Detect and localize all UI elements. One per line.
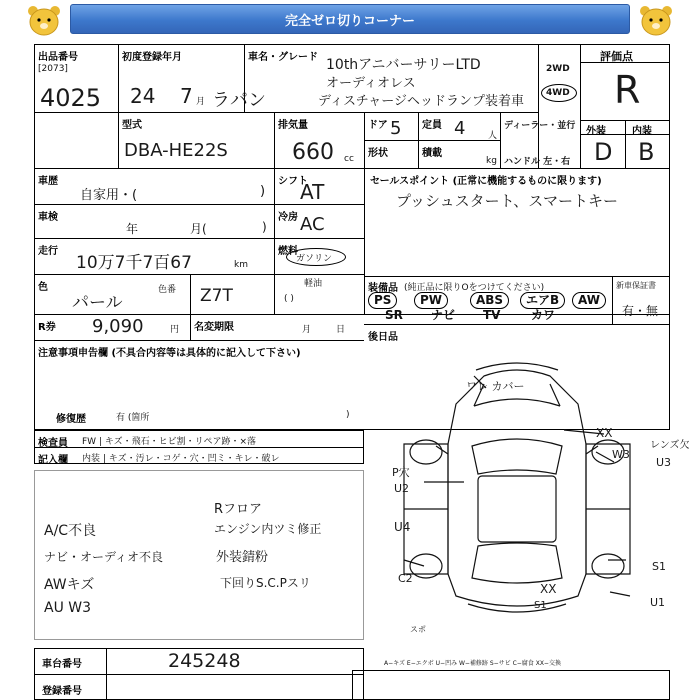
model-name: ラパン — [212, 90, 266, 111]
repair-close: ) — [346, 410, 350, 420]
mark-u2: U2 — [394, 482, 410, 495]
drive-2wd: 2WD — [546, 64, 570, 74]
recycle-label: R券 — [38, 322, 56, 333]
note-bottom: 下回りS.C.Pスリ — [220, 576, 311, 590]
equipment-item-1-4: AW — [572, 292, 606, 309]
registration-label: 初度登録年月 — [122, 52, 182, 63]
registration-month-unit: 月 — [196, 97, 206, 107]
meigi-month: 月 — [302, 325, 312, 335]
recycle-unit: 円 — [170, 325, 180, 335]
equipment-item-2-1: ナビ — [431, 308, 456, 322]
stock-value: 245248 — [168, 650, 241, 672]
rating-exterior: D — [594, 138, 613, 166]
meigi-label: 名変期限 — [194, 322, 234, 333]
color-code-label: 色番 — [158, 285, 177, 295]
lot-label: 出品番号 — [38, 52, 78, 63]
capacity-label: 定員 — [422, 120, 442, 131]
note-left-3: AWキズ — [44, 577, 95, 593]
color-value: パール — [72, 293, 123, 313]
rating-exterior-label: 外装 — [586, 126, 606, 137]
equipment-label: 装備品 — [368, 283, 398, 294]
new-car-label: 新車保証書 — [616, 281, 656, 290]
mascot-bear-icon-right — [638, 4, 674, 38]
equipment-item-1-2: ABS — [470, 292, 509, 309]
mark-pillar: P穴 — [392, 466, 410, 479]
new-car-value: 有・無 — [622, 304, 659, 318]
model-grade-label: 車名・グレード — [248, 52, 318, 63]
equipment-item-1-3: エアB — [520, 292, 565, 309]
note-right-1: Rフロア — [214, 502, 263, 517]
fuel-gas: ガソリン — [296, 254, 333, 264]
shape-label: 形状 — [368, 148, 388, 159]
usage-close: ) — [260, 184, 266, 199]
mark-u1: U1 — [650, 596, 666, 609]
equipment-note: (純正品に限りOをつけてください) — [404, 283, 545, 293]
shift-value: AT — [300, 180, 325, 204]
checker-label: 検査員 — [38, 438, 68, 449]
aircon-label: 冷房 — [278, 212, 298, 223]
repair-label: 修復歴 — [56, 414, 86, 425]
header-title: 完全ゼロ切りコーナー — [284, 13, 415, 29]
checker-items: FW | キズ・飛石・ヒビ割・リペア跡・×落 — [82, 437, 257, 447]
note-right-3: 外装錆粉 — [216, 550, 269, 565]
rating-interior-label: 内装 — [632, 126, 652, 137]
sales-points-label: セールスポイント (正常に機能するものに限ります) — [370, 176, 602, 187]
inspection-month: 月( — [190, 222, 207, 236]
inspection-year: 年 — [126, 222, 139, 236]
rating-interior: B — [638, 138, 655, 166]
equipment-item-2-0: SR — [385, 308, 403, 322]
usage-label: 車歴 — [38, 176, 58, 187]
mileage-label: 走行 — [38, 246, 58, 257]
mileage-value: 10万7千7百67 — [76, 253, 192, 273]
type-value: DBA-HE22S — [124, 140, 228, 161]
stock-label: 車台番号 — [42, 659, 82, 670]
load-label: 積載 — [422, 148, 442, 159]
mark-w3: W3 — [612, 448, 630, 461]
equipment-item-2-2: TV — [483, 308, 501, 322]
displacement-label: 排気量 — [278, 120, 308, 131]
shift-label: シフト — [278, 176, 308, 187]
equipment-item-1-0: PS — [368, 292, 397, 309]
mark-xx-rear: XX — [540, 582, 557, 596]
recycle-value: 9,090 — [92, 316, 144, 337]
equipment-item-1-1: PW — [414, 292, 448, 309]
model-grade-line-1: 10thアニバーサリーLTD — [326, 57, 481, 73]
color-label: 色 — [38, 282, 48, 293]
mark-u4: U4 — [394, 520, 411, 534]
equipment-item-2-3: カワ — [531, 308, 556, 322]
doors-value: 5 — [390, 118, 402, 139]
mark-u3: U3 — [656, 456, 672, 469]
usage-value: 自家用・( — [80, 188, 138, 203]
fuel-diesel: 軽油 — [304, 279, 323, 289]
lot-number: 4025 — [40, 84, 102, 112]
handle-label: ハンドル 左・右 — [504, 157, 571, 167]
note-left-2: ナビ・オーディオ不良 — [44, 550, 164, 564]
checker-entry-items: 内装 | キズ・汚レ・コゲ・穴・凹ミ・キレ・破レ — [82, 454, 280, 464]
rating-score: R — [614, 68, 641, 112]
inspection-close: ) — [262, 220, 267, 234]
mark-top: ワレ カバー — [466, 380, 525, 393]
model-grade-line-2: オーディオレス — [326, 76, 416, 91]
checker-entry-label: 記入欄 — [38, 455, 68, 466]
dealer-label: ディーラー・並行 — [504, 121, 576, 131]
type-label: 型式 — [122, 120, 142, 131]
aircon-value: AC — [300, 214, 325, 235]
doors-label: ドア — [368, 120, 388, 131]
capacity-value: 4 — [454, 118, 466, 139]
mascot-bear-icon-left — [26, 4, 62, 38]
drive-4wd: 4WD — [546, 88, 570, 98]
mark-xx-top: XX — [596, 426, 613, 440]
rating-label: 評価点 — [600, 50, 633, 63]
displacement-value: 660 — [292, 140, 334, 165]
lot-sub-code: [2073] — [38, 64, 68, 74]
note-left-1: A/C不良 — [44, 523, 97, 539]
mark-s1-right: S1 — [652, 560, 666, 573]
note-left-4: AU W3 — [44, 600, 92, 616]
sales-points-value: プッシュスタート、スマートキー — [396, 192, 619, 210]
mark-c2: C2 — [398, 572, 413, 585]
mark-right-note: レンズ欠 — [650, 440, 690, 451]
notes-label: 注意事項申告欄 (不具合内容等は具体的に記入して下さい) — [38, 348, 301, 359]
color-code: Z7T — [200, 286, 233, 306]
header-title-bar — [70, 4, 630, 34]
fuel-label: 燃料 — [278, 246, 298, 257]
legend-items: A−キズ E−エクボ U−凹み W−補修跡 S−サビ C−腐食 XX−交換 — [384, 660, 561, 667]
legend-grid-box — [352, 670, 670, 700]
registration-month: 7 — [180, 84, 193, 108]
model-grade-line-3: ディスチャージヘッドランプ装着車 — [318, 94, 525, 109]
mark-front: スポ — [410, 625, 426, 634]
load-unit: kg — [486, 156, 497, 166]
fuel-paren: ( ) — [284, 294, 294, 304]
capacity-unit: 人 — [488, 131, 498, 141]
mark-s1-rear: S1 — [534, 600, 547, 611]
note-right-2: エンジン内ツミ修正 — [214, 522, 322, 536]
inspection-label: 車検 — [38, 212, 58, 223]
rear-seat-label: 後日品 — [368, 332, 398, 343]
reg-label: 登録番号 — [42, 686, 82, 697]
displacement-unit: cc — [344, 154, 354, 164]
registration-year: 24 — [130, 84, 156, 108]
meigi-day: 日 — [336, 325, 346, 335]
mileage-unit: km — [234, 260, 248, 270]
repair-value: 有 (箇所 — [116, 413, 150, 423]
